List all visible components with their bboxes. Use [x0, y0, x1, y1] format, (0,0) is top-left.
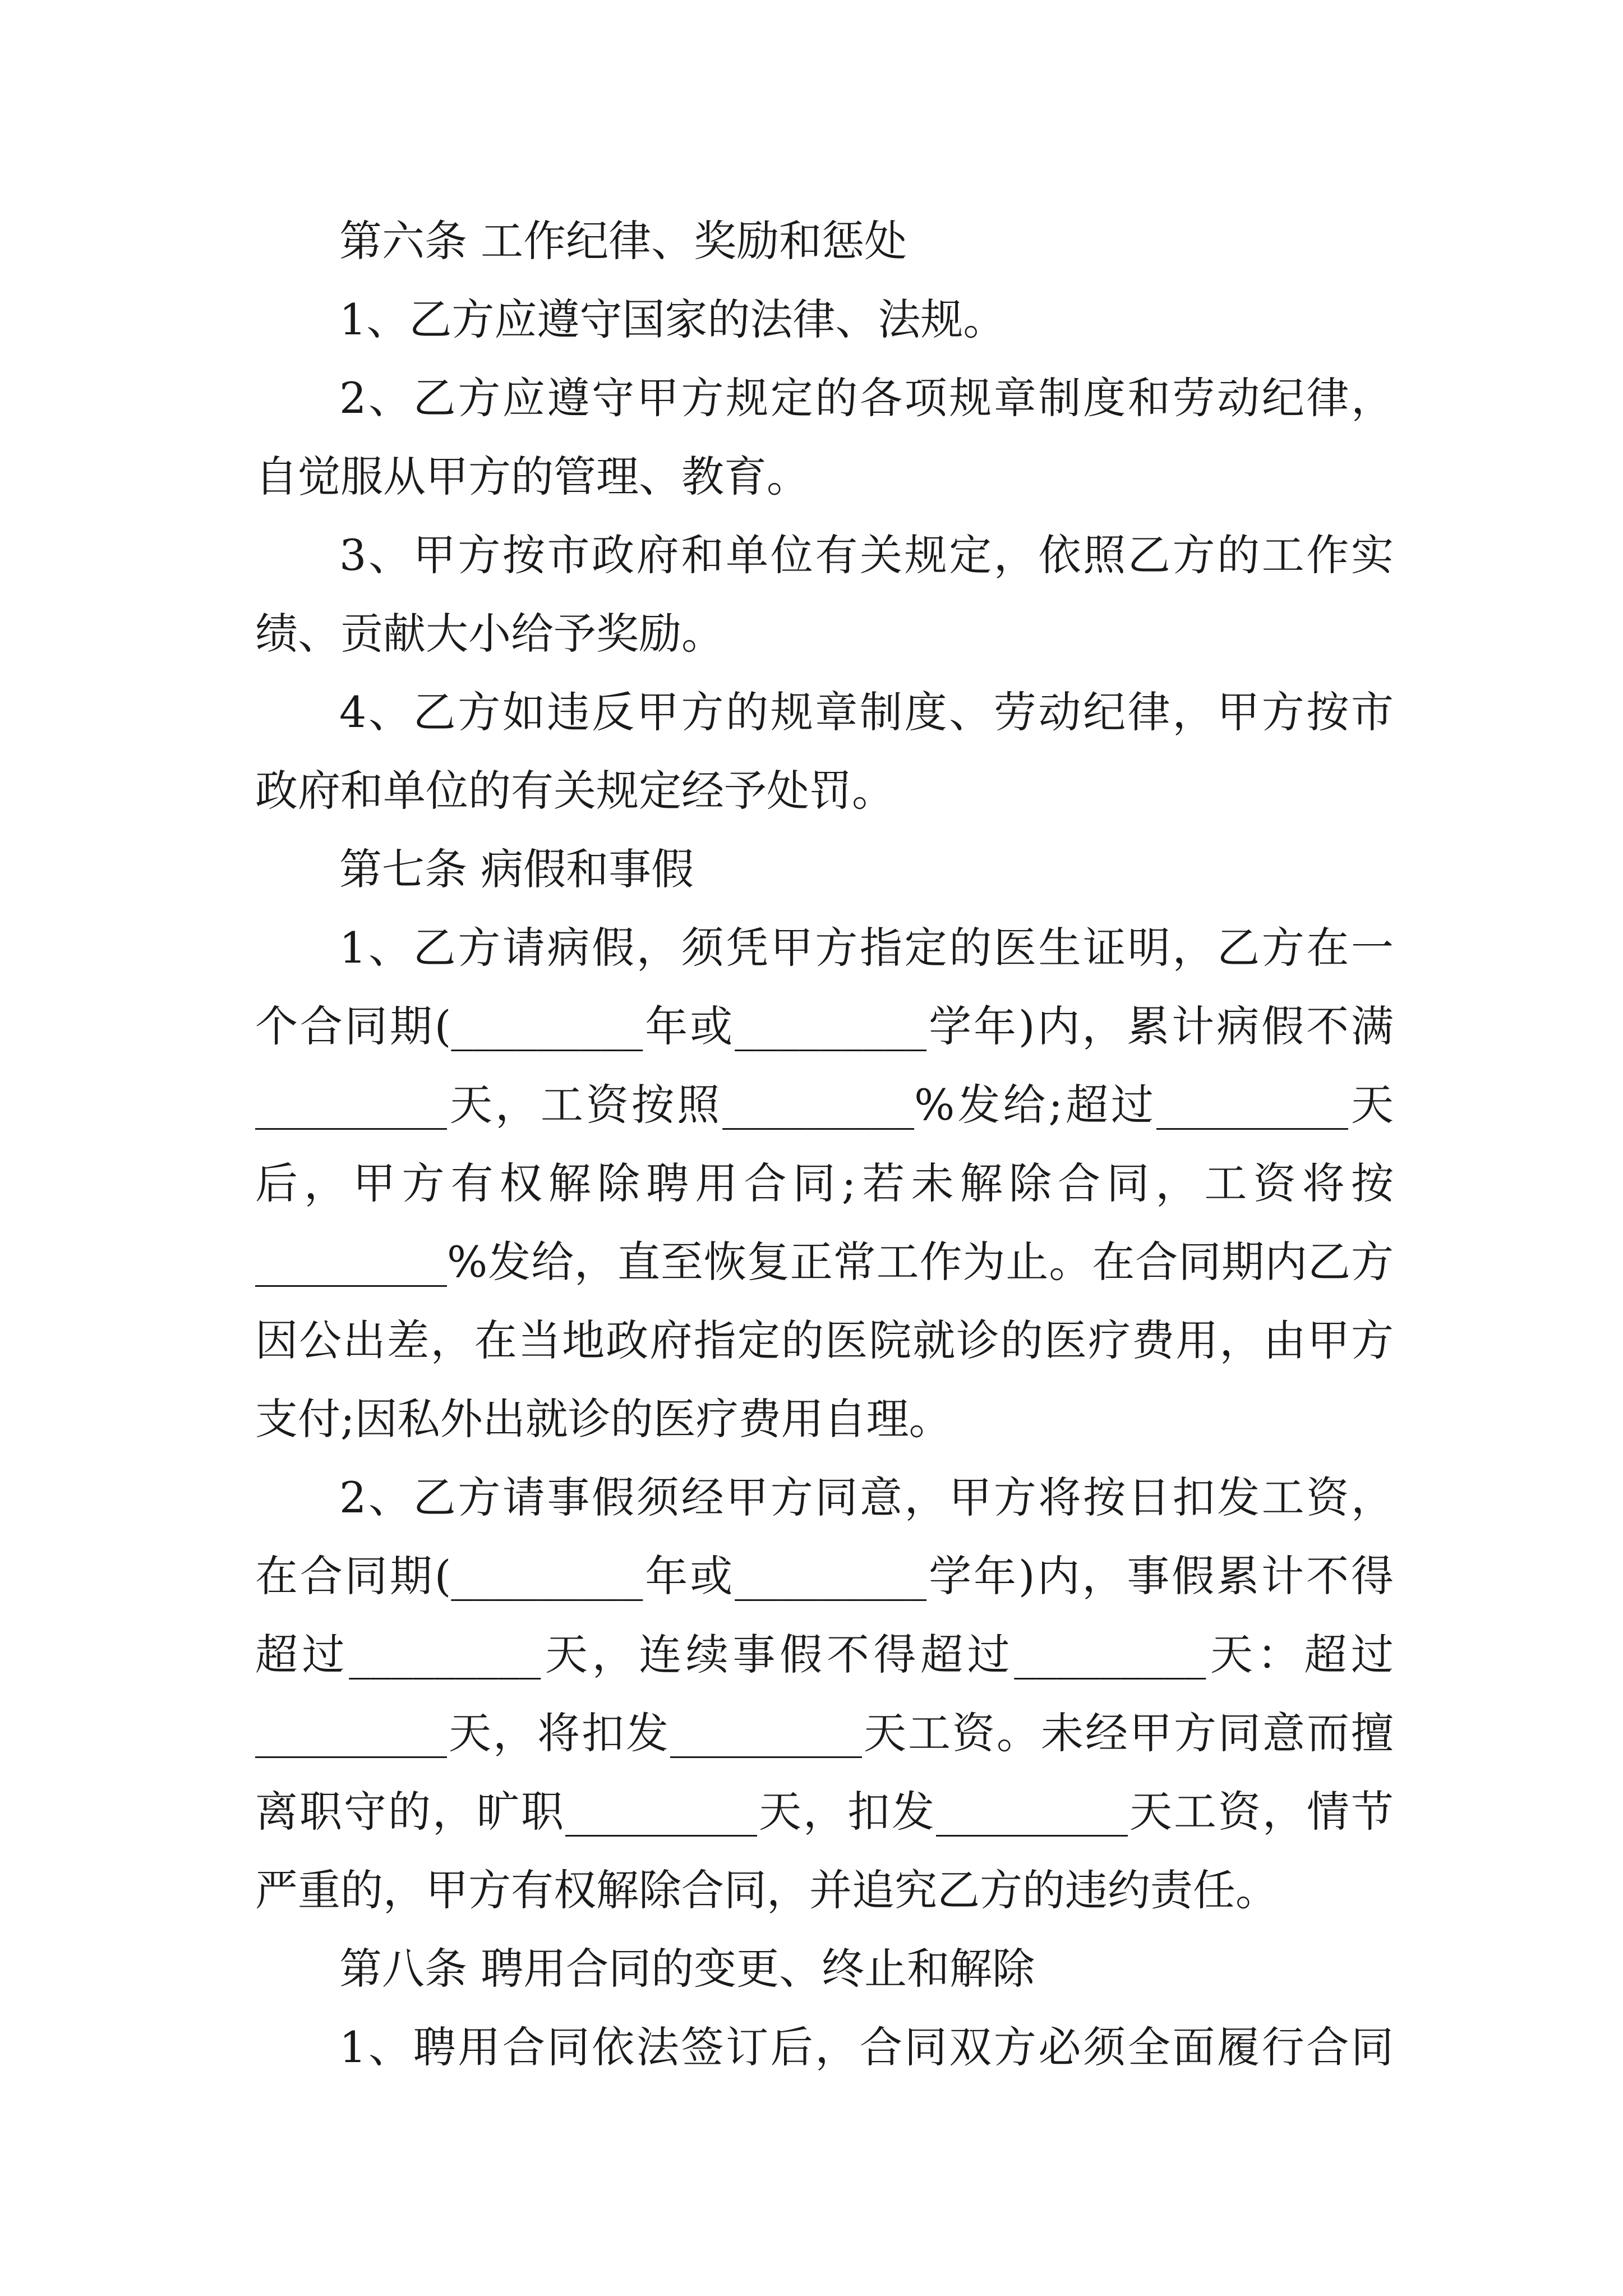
paragraph-line: 支付;因私外出就诊的医疗费用自理。	[255, 1394, 952, 1444]
paragraph-line: _________%发给，直至恢复正常工作为止。在合同期内乙方	[255, 1237, 1394, 1287]
paragraph-line: 4、乙方如违反甲方的规章制度、劳动纪律，甲方按市	[339, 687, 1394, 737]
paragraph-line: 1、聘用合同依法签订后，合同双方必须全面履行合同	[339, 2022, 1394, 2072]
article-7-heading: 第七条 病假和事假	[339, 844, 694, 894]
article-8-heading: 第八条 聘用合同的变更、终止和解除	[339, 1944, 1035, 1994]
paragraph-line: 2、乙方应遵守甲方规定的各项规章制度和劳动纪律，	[339, 373, 1394, 423]
paragraph-line: _________天，工资按照_________%发给;超过_________天	[255, 1080, 1394, 1130]
paragraph-line: 1、乙方请病假，须凭甲方指定的医生证明，乙方在一	[339, 923, 1394, 973]
paragraph-line: 严重的，甲方有权解除合同，并追究乙方的违约责任。	[255, 1865, 1278, 1915]
paragraph-line: 超过_________天，连续事假不得超过_________天：超过	[255, 1630, 1394, 1680]
paragraph-line: _________天，将扣发_________天工资。未经甲方同意而擅	[255, 1708, 1394, 1758]
paragraph-line: 3、甲方按市政府和单位有关规定，依照乙方的工作实	[339, 530, 1394, 580]
paragraph-line: 个合同期(_________年或_________学年)内，累计病假不满	[255, 1001, 1394, 1051]
paragraph-line: 绩、贡献大小给予奖励。	[255, 609, 724, 659]
paragraph-line: 后，甲方有权解除聘用合同;若未解除合同，工资将按	[255, 1158, 1394, 1208]
paragraph-line: 因公出差，在当地政府指定的医院就诊的医疗费用，由甲方	[255, 1315, 1394, 1365]
paragraph-line: 自觉服从甲方的管理、教育。	[255, 452, 809, 501]
paragraph-line: 在合同期(_________年或_________学年)内，事假累计不得	[255, 1551, 1394, 1601]
paragraph-line: 1、乙方应遵守国家的法律、法规。	[339, 295, 1006, 344]
paragraph-line: 离职守的，旷职_________天，扣发_________天工资，情节	[255, 1787, 1394, 1837]
paragraph-line: 2、乙方请事假须经甲方同意，甲方将按日扣发工资，	[339, 1473, 1394, 1522]
paragraph-line: 政府和单位的有关规定经予处罚。	[255, 766, 895, 816]
article-6-heading: 第六条 工作纪律、奖励和惩处	[339, 216, 907, 266]
